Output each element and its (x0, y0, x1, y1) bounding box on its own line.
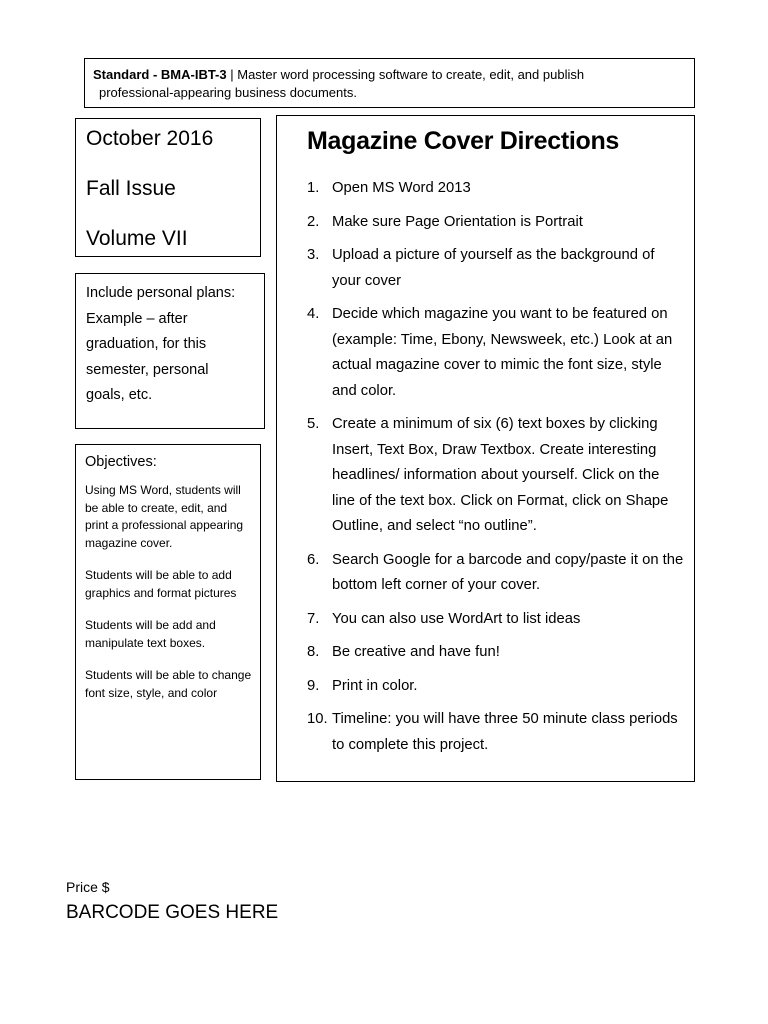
step-text: Decide which magazine you want to be featured on (example: Time, Ebony, Newsweek, etc.) Look at an actual magazine cover to mimic the font size, style and color. (332, 306, 673, 399)
step-text: Print in color. (332, 677, 418, 694)
issue-date: October 2016 (86, 127, 214, 150)
step-number: 6. (307, 551, 320, 568)
plans-line: graduation, for this (86, 336, 207, 352)
step-number: 3. (307, 247, 320, 263)
plans-line: goals, etc. (86, 387, 153, 403)
standard-text-line2: professional-appearing business documents. (99, 85, 357, 100)
direction-step (307, 640, 684, 666)
standard-box (84, 58, 695, 108)
step-number: 10. (307, 711, 328, 727)
directions-title: Magazine Cover Directions (307, 127, 620, 155)
step-text: Upload a picture of yourself as the background of your cover (332, 247, 655, 289)
objective-item: Students will be able to change font size, style, and color (85, 668, 252, 700)
objective-item: Using MS Word, students will be able to create, edit, and print a professional appearing magazine cover. (85, 483, 244, 550)
plans-line: Include personal plans: (86, 285, 236, 301)
direction-step (307, 210, 684, 236)
direction-step (307, 548, 684, 599)
step-text: Make sure Page Orientation is Portrait (332, 213, 583, 230)
step-number: 8. (307, 644, 320, 660)
direction-step (307, 302, 684, 404)
issue-season: Fall Issue (86, 177, 176, 200)
direction-step (307, 243, 684, 294)
direction-step (307, 674, 684, 700)
objective-item: Students will be able to add graphics and format pictures (85, 568, 237, 600)
step-text: Search Google for a barcode and copy/paste it on the bottom left corner of your cover. (332, 551, 684, 593)
direction-step (307, 607, 684, 633)
standard-separator: | (226, 67, 238, 82)
standard-text-line1: Master word processing software to create, edit, and publish (237, 67, 585, 82)
directions-box (276, 115, 695, 782)
step-text: Open MS Word 2013 (332, 180, 471, 196)
personal-plans-box (75, 273, 265, 429)
barcode-placeholder: BARCODE GOES HERE (66, 902, 279, 923)
plans-line: semester, personal (86, 361, 209, 378)
step-number: 9. (307, 677, 320, 694)
direction-step (307, 176, 684, 202)
objective-item: Students will be add and manipulate text boxes. (85, 618, 216, 650)
direction-step (307, 707, 684, 758)
step-text: Be creative and have fun! (332, 644, 500, 660)
step-text: You can also use WordArt to list ideas (332, 610, 581, 627)
step-number: 1. (307, 180, 320, 196)
objectives-title: Objectives: (85, 454, 157, 470)
issue-volume: Volume VII (86, 227, 188, 250)
step-text: Timeline: you will have three 50 minute class periods to complete this project. (332, 711, 678, 753)
step-number: 2. (307, 213, 320, 230)
step-number: 4. (307, 306, 320, 322)
objectives-box (75, 444, 261, 780)
issue-box (75, 118, 261, 257)
step-text: Create a minimum of six (6) text boxes by clicking Insert, Text Box, Draw Textbox. Create interesting headlines/ information about yourself. Click on the line of the text box. Click on Format, click on Shape Outline, and select “no outline”. (332, 416, 669, 534)
plans-line: Example – after (86, 310, 188, 327)
price-label: Price $ (66, 879, 110, 895)
step-number: 5. (307, 416, 320, 432)
direction-step (307, 412, 684, 540)
directions-list (307, 176, 684, 758)
standard-label: Standard - BMA-IBT-3 (93, 67, 227, 82)
step-number: 7. (307, 610, 320, 627)
